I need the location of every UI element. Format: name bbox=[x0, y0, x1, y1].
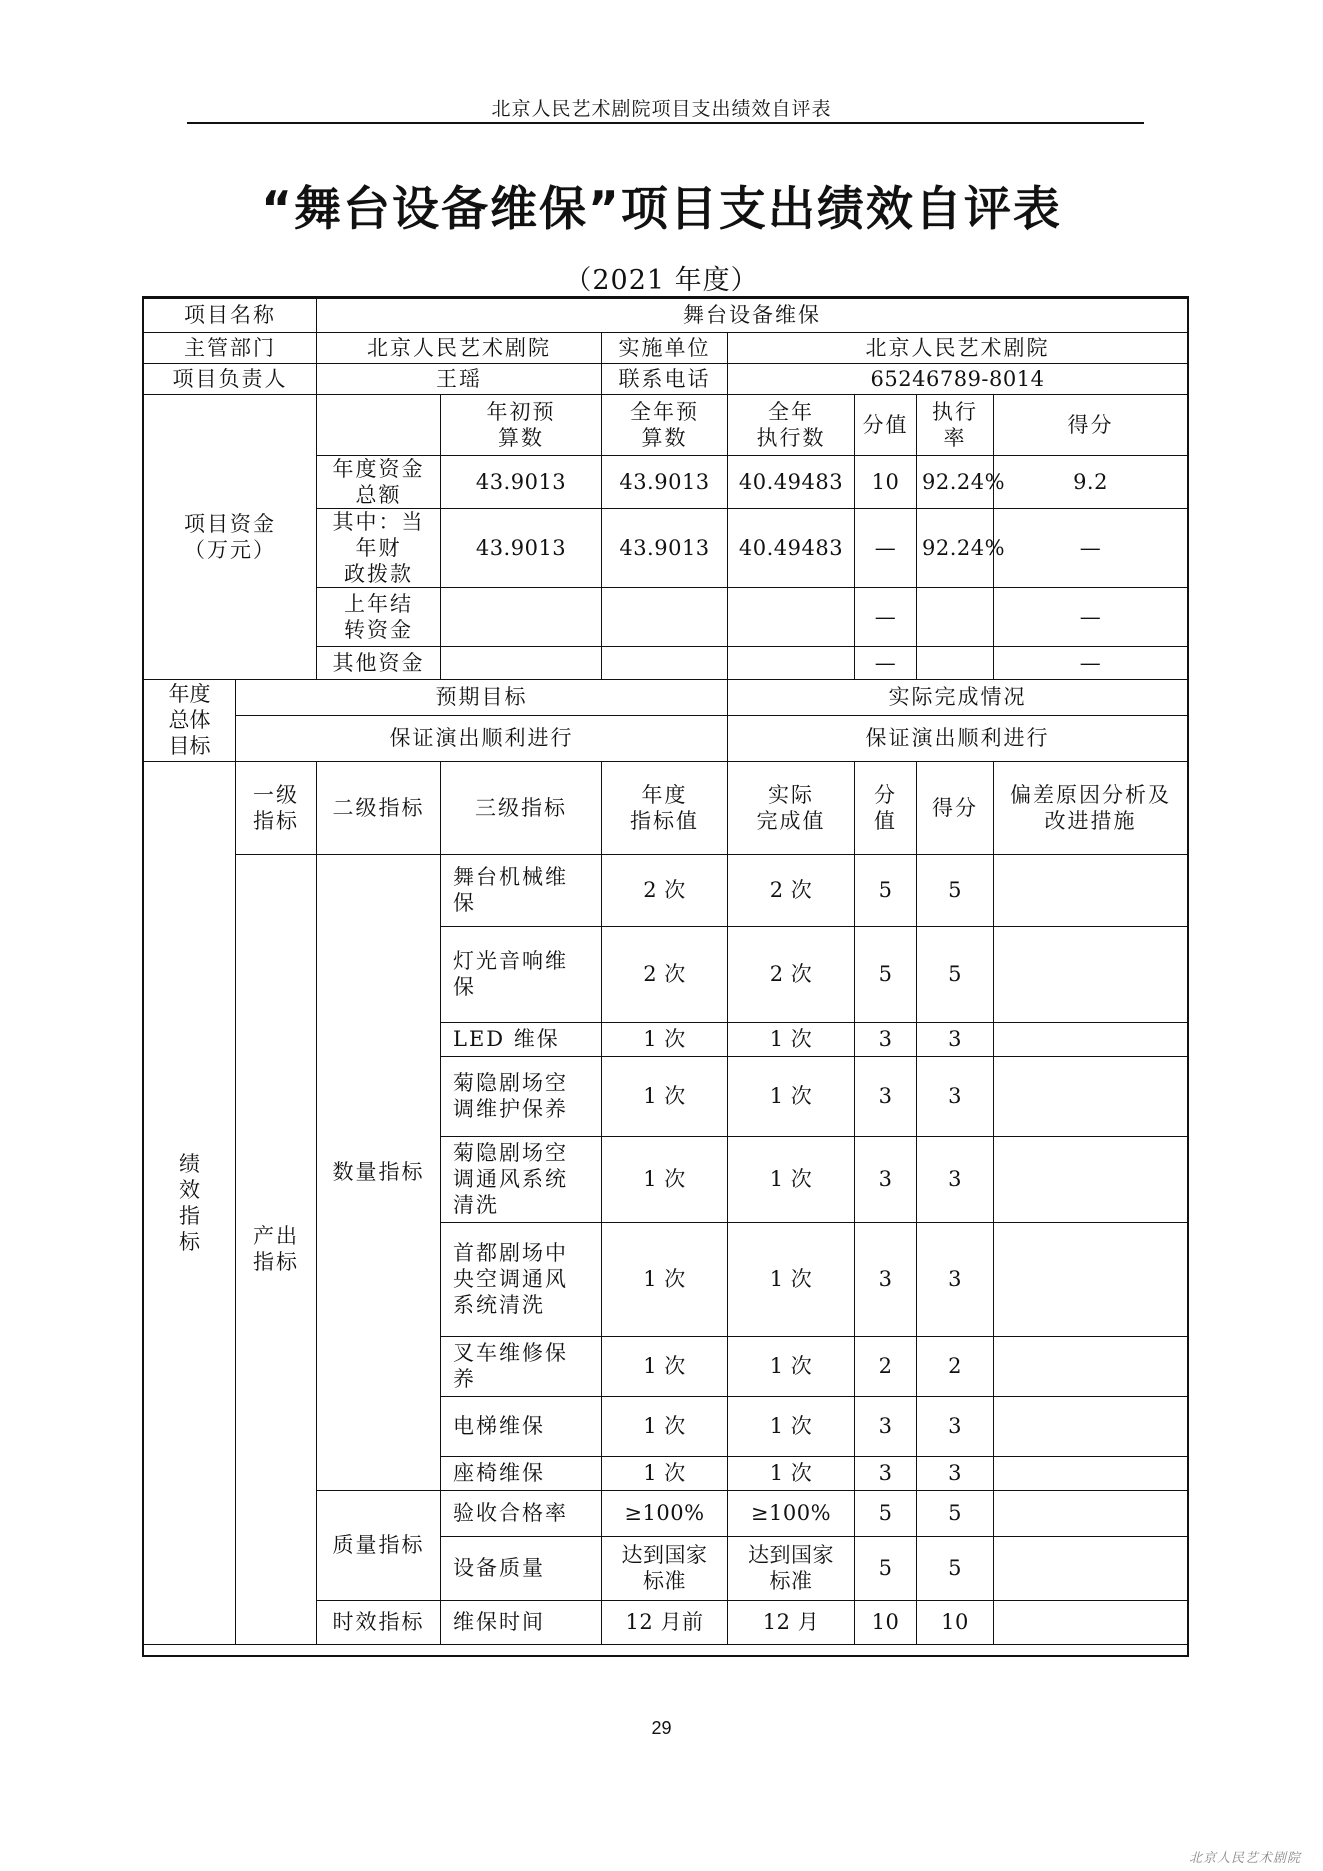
perf-deviation bbox=[994, 1056, 1188, 1136]
running-header: 北京人民艺术剧院项目支出绩效自评表 bbox=[491, 98, 832, 120]
goals-actual-header: 实际完成情况 bbox=[728, 679, 1188, 715]
unit-label: 实施单位 bbox=[602, 332, 728, 363]
project-name-value: 舞台设备维保 bbox=[317, 298, 1188, 332]
perf-score: 5 bbox=[917, 1490, 994, 1536]
funds-header-exec-rate: 执行率 bbox=[917, 394, 994, 455]
perf-deviation bbox=[994, 854, 1188, 926]
goals-actual-value: 保证演出顺利进行 bbox=[728, 715, 1188, 761]
perf-score: 3 bbox=[917, 1222, 994, 1336]
goals-expected-value: 保证演出顺利进行 bbox=[236, 715, 728, 761]
funds-row-name: 年度资金总额 bbox=[317, 455, 441, 508]
perf-indicator-name: 维保时间 bbox=[441, 1600, 602, 1644]
perf-deviation bbox=[994, 1022, 1188, 1056]
funds-score-value: — bbox=[855, 587, 917, 646]
table-row bbox=[144, 854, 1188, 926]
perf-indicator-name: 叉车维修保 养 bbox=[441, 1336, 602, 1396]
funds-header-executed: 全年 执行数 bbox=[728, 394, 855, 455]
table-row bbox=[144, 761, 1188, 854]
perf-actual: 1 次 bbox=[728, 1056, 855, 1136]
perf-score: 10 bbox=[917, 1600, 994, 1644]
perf-indicator-name: 电梯维保 bbox=[441, 1396, 602, 1456]
unit-value: 北京人民艺术剧院 bbox=[728, 332, 1188, 363]
funds-row-name: 上年结 转资金 bbox=[317, 587, 441, 646]
perf-indicator-name: 灯光音响维 保 bbox=[441, 926, 602, 1022]
funds-full-year: 43.9013 bbox=[602, 455, 728, 508]
perf-level2-timeliness: 时效指标 bbox=[317, 1600, 441, 1644]
perf-actual: 1 次 bbox=[728, 1336, 855, 1396]
perf-target: 1 次 bbox=[602, 1336, 728, 1396]
leader-label: 项目负责人 bbox=[144, 363, 317, 394]
perf-score-value: 3 bbox=[855, 1056, 917, 1136]
funds-initial bbox=[441, 587, 602, 646]
perf-target: ≥100% bbox=[602, 1490, 728, 1536]
perf-actual: 1 次 bbox=[728, 1222, 855, 1336]
funds-exec-rate bbox=[917, 587, 994, 646]
perf-score-value: 3 bbox=[855, 1136, 917, 1222]
funds-full-year: 43.9013 bbox=[602, 508, 728, 587]
funds-initial bbox=[441, 646, 602, 679]
perf-header-score-value: 分 值 bbox=[855, 761, 917, 854]
self-evaluation-table bbox=[143, 297, 1188, 1645]
perf-deviation bbox=[994, 1336, 1188, 1396]
table-body bbox=[144, 298, 1188, 1644]
perf-level2-quantity: 数量指标 bbox=[317, 854, 441, 1490]
perf-target: 1 次 bbox=[602, 1136, 728, 1222]
table-row bbox=[144, 679, 1188, 715]
funds-exec-rate: 92.24% bbox=[917, 455, 994, 508]
funds-exec-rate bbox=[917, 646, 994, 679]
perf-actual: 2 次 bbox=[728, 854, 855, 926]
perf-score: 3 bbox=[917, 1396, 994, 1456]
phone-label: 联系电话 bbox=[602, 363, 728, 394]
perf-target: 1 次 bbox=[602, 1056, 728, 1136]
watermark: 北京人民艺术剧院 bbox=[1188, 1851, 1301, 1866]
funds-label: 项目资金 （万元） bbox=[144, 394, 317, 679]
funds-score-value: 10 bbox=[855, 455, 917, 508]
perf-score: 5 bbox=[917, 1536, 994, 1600]
perf-score: 3 bbox=[917, 1022, 994, 1056]
perf-indicator-name: 菊隐剧场空 调通风系统 清洗 bbox=[441, 1136, 602, 1222]
funds-score: 9.2 bbox=[994, 455, 1188, 508]
perf-indicator-name: 菊隐剧场空 调维护保养 bbox=[441, 1056, 602, 1136]
perf-target: 2 次 bbox=[602, 926, 728, 1022]
table-row bbox=[144, 332, 1188, 363]
perf-score-value: 5 bbox=[855, 1490, 917, 1536]
perf-deviation bbox=[994, 1600, 1188, 1644]
perf-target: 达到国家 标准 bbox=[602, 1536, 728, 1600]
table-row bbox=[144, 715, 1188, 761]
perf-actual: 2 次 bbox=[728, 926, 855, 1022]
funds-header-initial: 年初预 算数 bbox=[441, 394, 602, 455]
perf-deviation bbox=[994, 1456, 1188, 1490]
perf-level2-quality: 质量指标 bbox=[317, 1490, 441, 1600]
perf-level1-output: 产出 指标 bbox=[236, 854, 317, 1644]
perf-score: 3 bbox=[917, 1456, 994, 1490]
funds-full-year bbox=[602, 587, 728, 646]
perf-score: 5 bbox=[917, 926, 994, 1022]
funds-score: — bbox=[994, 587, 1188, 646]
perf-header-deviation: 偏差原因分析及 改进措施 bbox=[994, 761, 1188, 854]
funds-row-name: 其中：当年财 政拨款 bbox=[317, 508, 441, 587]
funds-score-value: — bbox=[855, 508, 917, 587]
perf-indicator-name: LED 维保 bbox=[441, 1022, 602, 1056]
dept-label: 主管部门 bbox=[144, 332, 317, 363]
funds-header-blank bbox=[317, 394, 441, 455]
perf-score-value: 5 bbox=[855, 1536, 917, 1600]
perf-target: 12 月前 bbox=[602, 1600, 728, 1644]
funds-full-year bbox=[602, 646, 728, 679]
perf-actual: 达到国家 标准 bbox=[728, 1536, 855, 1600]
perf-score-value: 3 bbox=[855, 1456, 917, 1490]
perf-score-value: 3 bbox=[855, 1022, 917, 1056]
funds-executed bbox=[728, 646, 855, 679]
perf-header-score: 得分 bbox=[917, 761, 994, 854]
perf-score-value: 10 bbox=[855, 1600, 917, 1644]
perf-indicator-name: 设备质量 bbox=[441, 1536, 602, 1600]
perf-target: 1 次 bbox=[602, 1022, 728, 1056]
perf-score-value: 5 bbox=[855, 854, 917, 926]
perf-deviation bbox=[994, 1490, 1188, 1536]
table-row bbox=[144, 298, 1188, 332]
header-divider bbox=[187, 122, 1144, 124]
table-row bbox=[144, 363, 1188, 394]
funds-executed: 40.49483 bbox=[728, 455, 855, 508]
perf-score-value: 3 bbox=[855, 1396, 917, 1456]
perf-target: 2 次 bbox=[602, 854, 728, 926]
performance-label: 绩 效 指 标 bbox=[144, 761, 236, 1644]
funds-header-score: 得分 bbox=[994, 394, 1188, 455]
funds-score-value: — bbox=[855, 646, 917, 679]
funds-header-full-year: 全年预 算数 bbox=[602, 394, 728, 455]
funds-initial: 43.9013 bbox=[441, 455, 602, 508]
table-row bbox=[144, 394, 1188, 455]
perf-deviation bbox=[994, 1222, 1188, 1336]
perf-score: 5 bbox=[917, 854, 994, 926]
perf-deviation bbox=[994, 926, 1188, 1022]
perf-score-value: 3 bbox=[855, 1222, 917, 1336]
perf-score: 3 bbox=[917, 1136, 994, 1222]
perf-actual: 1 次 bbox=[728, 1456, 855, 1490]
perf-target: 1 次 bbox=[602, 1456, 728, 1490]
perf-header-target: 年度 指标值 bbox=[602, 761, 728, 854]
page-title: “舞台设备维保”项目支出绩效自评表 bbox=[261, 182, 1062, 237]
perf-actual: 12 月 bbox=[728, 1600, 855, 1644]
perf-actual: 1 次 bbox=[728, 1396, 855, 1456]
project-name-label: 项目名称 bbox=[144, 298, 317, 332]
phone-value: 65246789-8014 bbox=[728, 363, 1188, 394]
funds-executed: 40.49483 bbox=[728, 508, 855, 587]
perf-indicator-name: 首都剧场中 央空调通风 系统清洗 bbox=[441, 1222, 602, 1336]
perf-deviation bbox=[994, 1396, 1188, 1456]
goals-label: 年度 总体 目标 bbox=[144, 679, 236, 761]
perf-deviation bbox=[994, 1536, 1188, 1600]
perf-actual: 1 次 bbox=[728, 1022, 855, 1056]
funds-initial: 43.9013 bbox=[441, 508, 602, 587]
perf-header-actual: 实际 完成值 bbox=[728, 761, 855, 854]
perf-score-value: 5 bbox=[855, 926, 917, 1022]
leader-value: 王瑶 bbox=[317, 363, 602, 394]
perf-header-level1: 一级 指标 bbox=[236, 761, 317, 854]
funds-score: — bbox=[994, 646, 1188, 679]
perf-indicator-name: 座椅维保 bbox=[441, 1456, 602, 1490]
perf-actual: 1 次 bbox=[728, 1136, 855, 1222]
dept-value: 北京人民艺术剧院 bbox=[317, 332, 602, 363]
perf-target: 1 次 bbox=[602, 1396, 728, 1456]
page-subtitle: （2021 年度） bbox=[564, 265, 759, 296]
perf-header-level3: 三级指标 bbox=[441, 761, 602, 854]
perf-deviation bbox=[994, 1136, 1188, 1222]
perf-actual: ≥100% bbox=[728, 1490, 855, 1536]
perf-indicator-name: 舞台机械维 保 bbox=[441, 854, 602, 926]
page-number: 29 bbox=[651, 1718, 672, 1738]
perf-score: 3 bbox=[917, 1056, 994, 1136]
funds-row-name: 其他资金 bbox=[317, 646, 441, 679]
funds-executed bbox=[728, 587, 855, 646]
perf-indicator-name: 验收合格率 bbox=[441, 1490, 602, 1536]
perf-score: 2 bbox=[917, 1336, 994, 1396]
perf-header-level2: 二级指标 bbox=[317, 761, 441, 854]
funds-header-score-value: 分值 bbox=[855, 394, 917, 455]
perf-target: 1 次 bbox=[602, 1222, 728, 1336]
funds-exec-rate: 92.24% bbox=[917, 508, 994, 587]
perf-score-value: 2 bbox=[855, 1336, 917, 1396]
goals-expected-header: 预期目标 bbox=[236, 679, 728, 715]
funds-score: — bbox=[994, 508, 1188, 587]
